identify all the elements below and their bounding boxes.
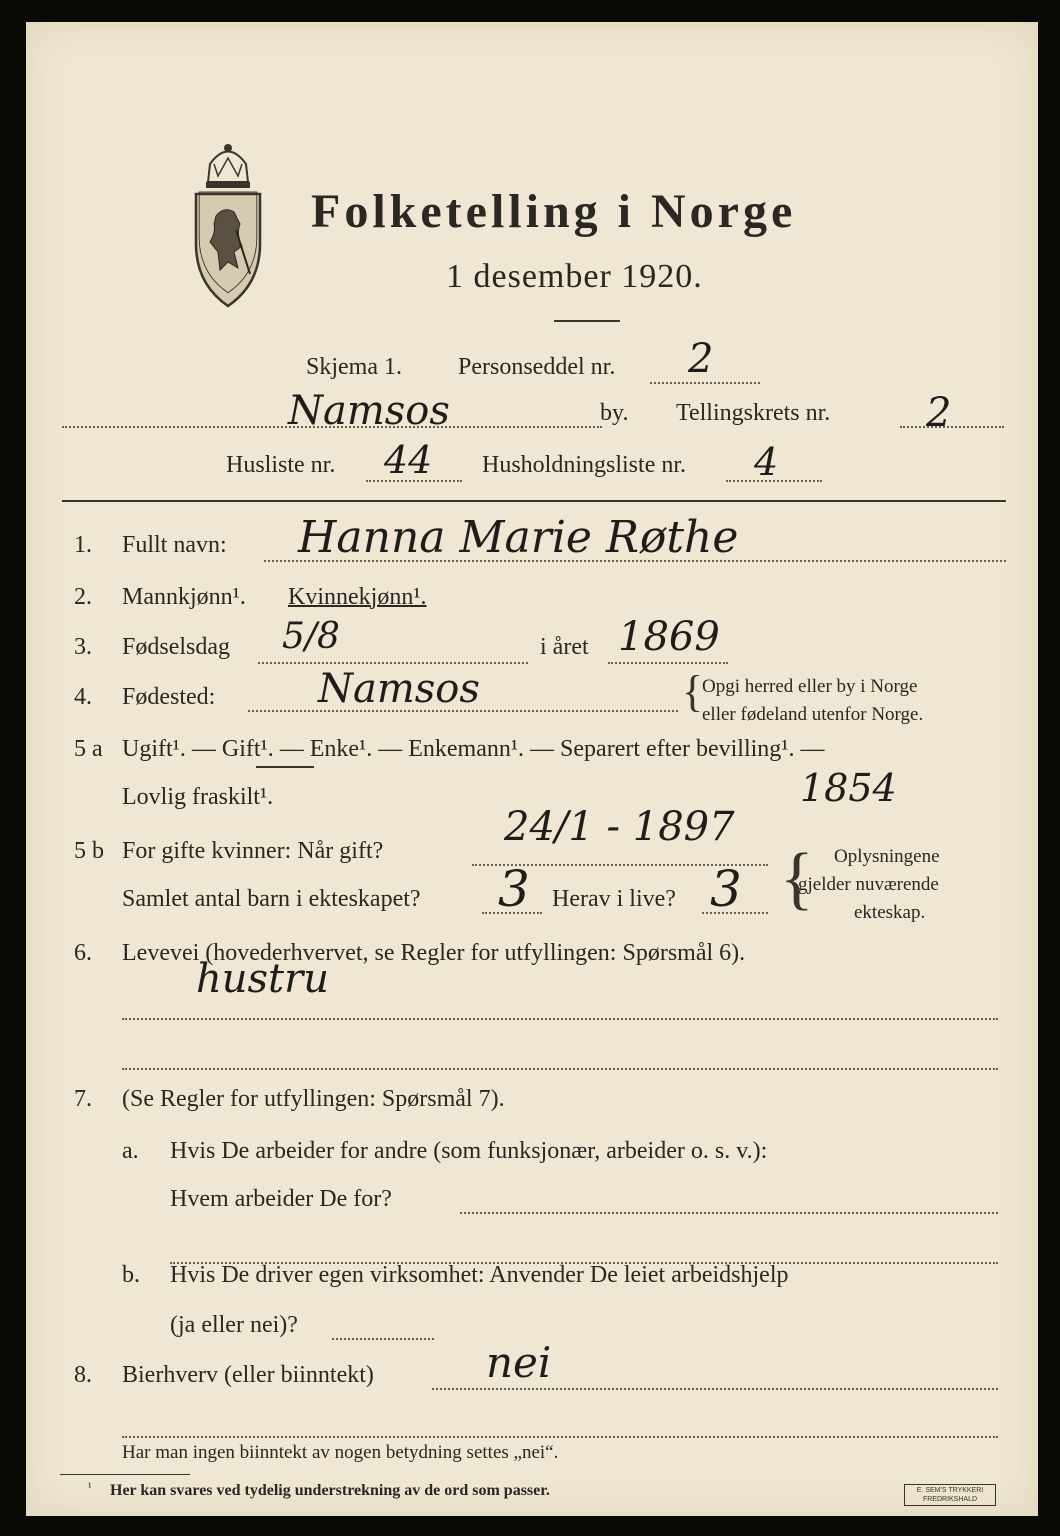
- gender-male-label: Mannkjønn¹.: [122, 584, 246, 610]
- q2-number: 2.: [74, 584, 92, 610]
- q1-number: 1.: [74, 532, 92, 558]
- full-name-value: Hanna Marie Røthe: [298, 512, 739, 563]
- footnote-text: Her kan svares ved tydelig understrekning av de ord som passer.: [110, 1482, 550, 1499]
- q6-label: Levevei (hovederhvervet, se Regler for utfyllingen: Spørsmål 6).: [122, 940, 746, 966]
- tellingskrets-label: Tellingskrets nr.: [676, 400, 831, 426]
- q7b-letter: b.: [122, 1262, 140, 1288]
- skjema-label: Skjema 1.: [306, 354, 402, 380]
- husliste-label: Husliste nr.: [226, 452, 336, 478]
- tellingskrets-value: 2: [926, 390, 952, 436]
- personseddel-value: 2: [688, 336, 714, 382]
- census-form: [26, 22, 1038, 1516]
- birthdate-value: 5/8: [282, 616, 340, 657]
- marital-status-options: Ugift¹. — Gift¹. — Enke¹. — Enkemann¹. — Separert efter bevilling¹. —: [122, 736, 825, 762]
- marital-handwritten-note: 1854: [800, 766, 897, 810]
- q5b-number: 5 b: [74, 838, 104, 864]
- husholdning-label: Husholdningsliste nr.: [482, 452, 687, 478]
- q4-brace: {: [682, 667, 704, 716]
- q4-note-line1: Opgi herred eller by i Norge: [702, 676, 918, 697]
- gender-female-label: Kvinnekjønn¹.: [288, 584, 427, 610]
- year-label: i året: [540, 634, 589, 660]
- husholdning-value: 4: [754, 440, 779, 484]
- married-date-label: For gifte kvinner: Når gift?: [122, 838, 384, 864]
- q8-label: Bierhverv (eller biinntekt): [122, 1362, 374, 1388]
- q4-label: Fødested:: [122, 684, 216, 710]
- tellingskrets-line: [900, 426, 1004, 428]
- footnote-rule: [60, 1474, 190, 1475]
- q3-number: 3.: [74, 634, 92, 660]
- birthyear-line: [608, 662, 728, 664]
- marital-status-option-divorced: Lovlig fraskilt¹.: [122, 784, 274, 810]
- coat-of-arms-icon: [188, 134, 268, 314]
- q7b-line2: (ja eller nei)?: [170, 1312, 298, 1338]
- alive-value: 3: [710, 860, 742, 918]
- form-title: Folketelling i Norge: [311, 185, 797, 238]
- q7b-line1: Hvis De driver egen virksomhet: Anvender De leiet arbeidshjelp: [170, 1262, 789, 1288]
- q7a-letter: a.: [122, 1138, 139, 1164]
- footnote-mark: ¹: [88, 1480, 92, 1494]
- census-date: 1 desember 1920.: [446, 258, 703, 295]
- q1-label: Fullt navn:: [122, 532, 227, 558]
- city-value: Namsos: [288, 388, 450, 434]
- occupation-line-1: [122, 1018, 998, 1020]
- personseddel-label: Personseddel nr.: [458, 354, 616, 380]
- q8-number: 8.: [74, 1362, 92, 1388]
- printer-stamp: E. SEM'S TRYKKERI FREDRIKSHALD: [904, 1484, 996, 1506]
- side-income-line-2: [122, 1436, 998, 1438]
- husliste-value: 44: [384, 438, 433, 482]
- q5b-note-line3: ekteskap.: [854, 902, 926, 923]
- q4-number: 4.: [74, 684, 92, 710]
- birthplace-value: Namsos: [318, 666, 480, 712]
- side-income-value: nei: [486, 1338, 552, 1387]
- q4-note-line2: eller fødeland utenfor Norge.: [702, 704, 924, 725]
- q7a-line1: Hvis De arbeider for andre (som funksjonær, arbeider o. s. v.):: [170, 1138, 768, 1164]
- q5b-note-line2: gjelder nuværende: [798, 874, 939, 895]
- q7-number: 7.: [74, 1086, 92, 1112]
- occupation-value: hustru: [196, 956, 330, 1002]
- employer-line-1: [460, 1212, 998, 1214]
- occupation-line-2: [122, 1068, 998, 1070]
- title-divider: [554, 320, 620, 322]
- q5b-brace: {: [780, 840, 814, 917]
- q5b-note-line1: Oplysningene: [834, 846, 940, 867]
- children-label: Samlet antal barn i ekteskapet?: [122, 886, 421, 912]
- header-divider: [62, 500, 1006, 502]
- birthyear-value: 1869: [618, 614, 720, 660]
- footer-note: Har man ingen biinntekt av nogen betydning settes „nei“.: [122, 1442, 559, 1463]
- by-label: by.: [600, 400, 629, 426]
- personseddel-line: [650, 382, 760, 384]
- side-income-line: [432, 1388, 998, 1390]
- q6-number: 6.: [74, 940, 92, 966]
- q7a-line2: Hvem arbeider De for?: [170, 1186, 392, 1212]
- married-date-value: 24/1 - 1897: [504, 804, 735, 850]
- q7-label: (Se Regler for utfyllingen: Spørsmål 7).: [122, 1086, 505, 1112]
- q3-label: Fødselsdag: [122, 634, 230, 660]
- hired-help-line: [332, 1338, 434, 1340]
- alive-label: Herav i live?: [552, 886, 676, 912]
- q5a-number: 5 a: [74, 736, 103, 762]
- birthdate-line: [258, 662, 528, 664]
- children-value: 3: [498, 860, 530, 918]
- gift-underline: [256, 766, 314, 768]
